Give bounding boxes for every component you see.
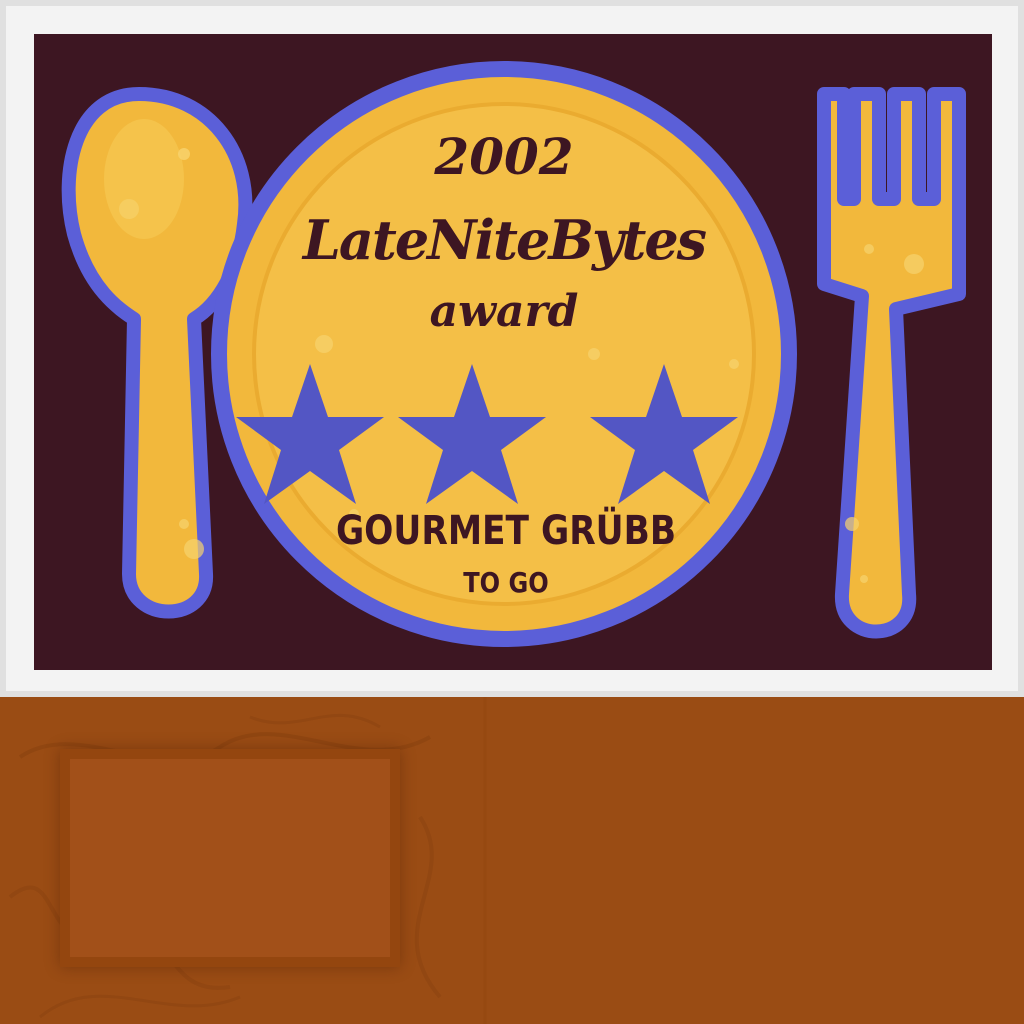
award-word: award: [429, 286, 579, 337]
award-poster: [34, 34, 992, 670]
fork-icon: [824, 94, 959, 632]
wooden-wall: [0, 697, 1024, 1024]
award-artwork: [34, 34, 992, 670]
restaurant-name: GOURMET GRÜBB: [335, 506, 677, 554]
award-brand: LateNiteBytes: [302, 208, 706, 272]
restaurant-subtitle: TO GO: [463, 567, 549, 600]
award-year: 2002: [434, 127, 574, 186]
empty-plaque-slot[interactable]: [70, 759, 390, 957]
